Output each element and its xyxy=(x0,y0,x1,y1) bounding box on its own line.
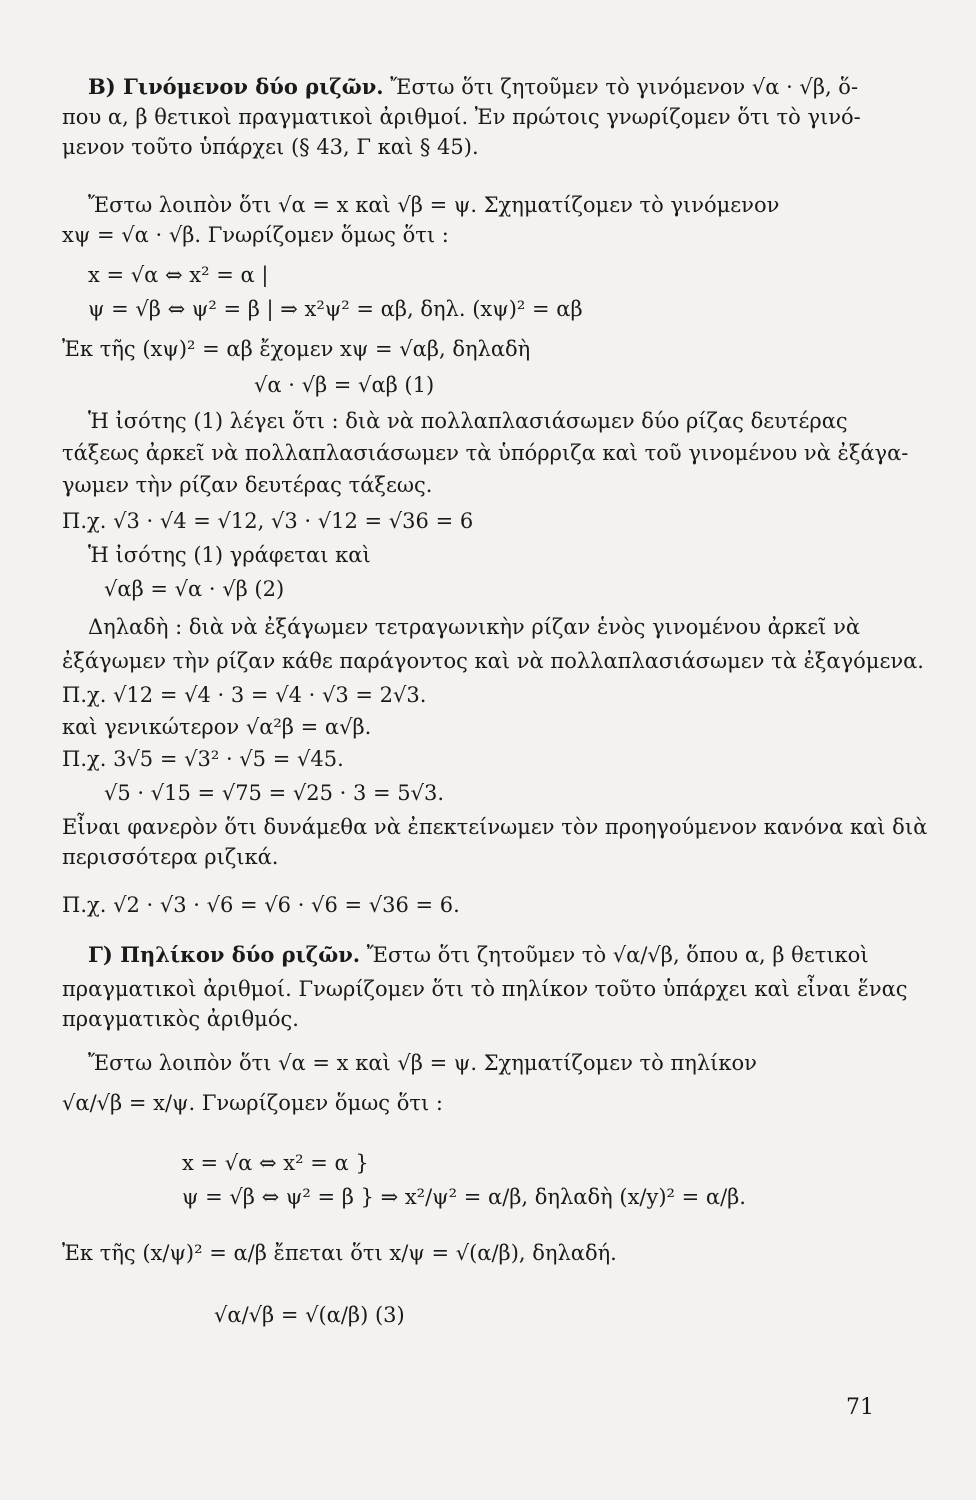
section-heading: Γ) Πηλίκον δύο ριζῶν. xyxy=(88,942,361,967)
text-line: πραγματικὸς ἀριθμός. xyxy=(62,1007,299,1031)
equation-line: √α · √β = √αβ (1) xyxy=(254,373,435,397)
text-line: που α, β θετικοὶ πραγματικοὶ ἀριθμοί. Ἐν πρώτοις γνωρίζομεν ὅτι τὸ γινό- xyxy=(62,105,861,129)
text-line: μενον τοῦτο ὑπάρχει (§ 43, Γ καὶ § 45). xyxy=(62,135,479,159)
equation-line: √α/√β = √(α/β) (3) xyxy=(214,1303,405,1327)
text-line: τάξεως ἀρκεῖ νὰ πολλαπλασιάσωμεν τὰ ὑπόρριζα καὶ τοῦ γινομένου νὰ ἐξάγα- xyxy=(62,441,909,465)
text-line: Ἔστω λοιπὸν ὅτι √α = x καὶ √β = ψ. Σχηματίζομεν τὸ γινόμενον xyxy=(88,193,780,217)
example-line: Π.χ. √12 = √4 · 3 = √4 · √3 = 2√3. xyxy=(62,683,427,707)
example-line: Π.χ. √3 · √4 = √12, √3 · √12 = √36 = 6 xyxy=(62,509,474,533)
text-line: Ἔστω λοιπὸν ὅτι √α = x καὶ √β = ψ. Σχηματίζομεν τὸ πηλίκον xyxy=(88,1051,757,1075)
text-line: καὶ γενικώτερον √α²β = α√β. xyxy=(62,715,372,739)
text-line: xψ = √α · √β. Γνωρίζομεν ὅμως ὅτι : xyxy=(62,223,449,247)
text-line: Ἐκ τῆς (xψ)² = αβ ἔχομεν xψ = √αβ, δηλαδὴ xyxy=(62,337,531,361)
text-line: ἐξάγωμεν τὴν ρίζαν κάθε παράγοντος καὶ νὰ πολλαπλασιάσωμεν τὰ ἐξαγόμενα. xyxy=(62,649,924,673)
page-number: 71 xyxy=(846,1395,874,1420)
text-line: πραγματικοὶ ἀριθμοί. Γνωρίζομεν ὅτι τὸ πηλίκον τοῦτο ὑπάρχει καὶ εἶναι ἕνας xyxy=(62,977,908,1001)
section-heading: B) Γινόμενον δύο ριζῶν. xyxy=(88,74,384,99)
text-line: Ἡ ἰσότης (1) λέγει ὅτι : διὰ νὰ πολλαπλασιάσωμεν δύο ρίζας δευτέρας xyxy=(88,409,848,433)
text-line: Γ) Πηλίκον δύο ριζῶν. Ἔστω ὅτι ζητοῦμεν τὸ √α/√β, ὅπου α, β θετικοὶ xyxy=(88,942,869,967)
example-line: Π.χ. √2 · √3 · √6 = √6 · √6 = √36 = 6. xyxy=(62,893,460,917)
text-line: Ἡ ἰσότης (1) γράφεται καὶ xyxy=(88,543,371,567)
example-line: Π.χ. 3√5 = √3² · √5 = √45. xyxy=(62,747,344,771)
text-line: B) Γινόμενον δύο ριζῶν. Ἔστω ὅτι ζητοῦμεν τὸ γινόμενον √α · √β, ὅ- xyxy=(88,74,859,99)
text-line: γωμεν τὴν ρίζαν δευτέρας τάξεως. xyxy=(62,473,433,497)
equation-line: √5 · √15 = √75 = √25 · 3 = 5√3. xyxy=(104,781,445,805)
equation-line: ψ = √β ⇔ ψ² = β | ⇒ x²ψ² = αβ, δηλ. (xψ)² = αβ xyxy=(88,297,583,321)
equation-line: Ἐκ τῆς (x/ψ)² = α/β ἔπεται ὅτι x/ψ = √(α/β), δηλαδή. xyxy=(62,1241,617,1265)
equation-line: x = √α ⇔ x² = α } xyxy=(182,1151,369,1175)
equation-line: ψ = √β ⇔ ψ² = β } ⇒ x²/ψ² = α/β, δηλαδὴ (x/y)² = α/β. xyxy=(182,1185,746,1209)
text-line: Εἶναι φανερὸν ὅτι δυνάμεθα νὰ ἐπεκτείνωμεν τὸν προηγούμενον κανόνα καὶ διὰ xyxy=(62,815,928,839)
equation-line: x = √α ⇔ x² = α | xyxy=(88,263,269,287)
equation-line: √αβ = √α · √β (2) xyxy=(104,577,285,601)
text-line: Δηλαδὴ : διὰ νὰ ἐξάγωμεν τετραγωνικὴν ρίζαν ἑνὸς γινομένου ἀρκεῖ νὰ xyxy=(88,615,861,639)
text-line: περισσότερα ριζικά. xyxy=(62,845,279,869)
equation-line: √α/√β = x/ψ. Γνωρίζομεν ὅμως ὅτι : xyxy=(62,1091,443,1115)
